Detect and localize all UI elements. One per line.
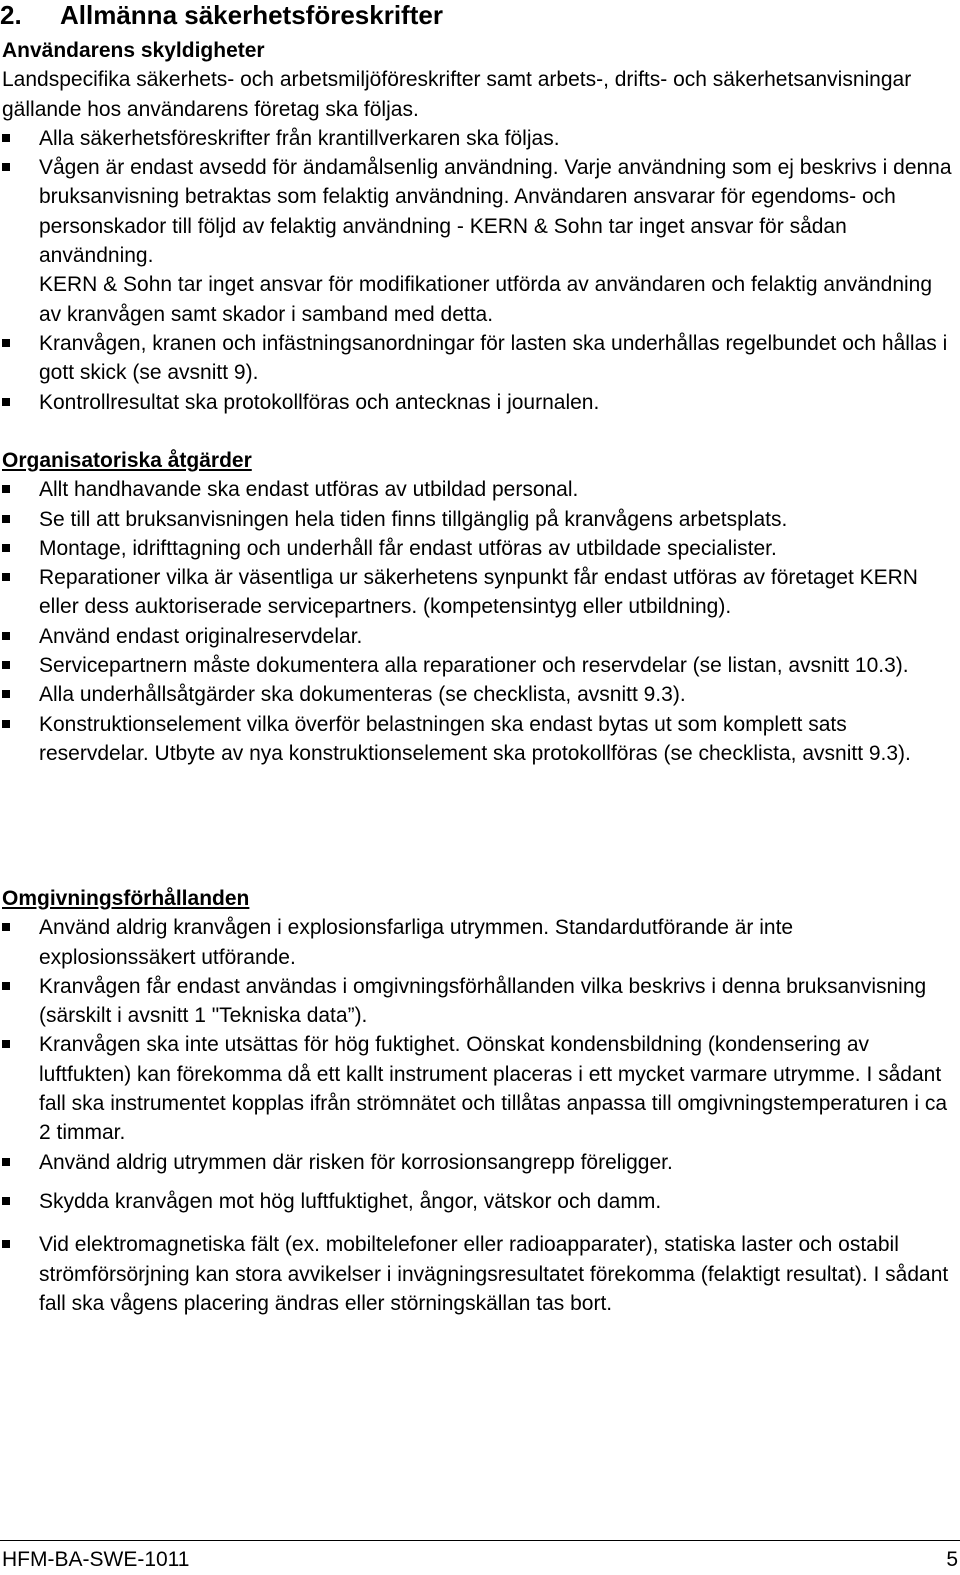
square-bullet-icon xyxy=(2,632,10,640)
org-measures-title: Organisatoriska åtgärder xyxy=(2,449,252,472)
square-bullet-icon xyxy=(2,661,10,669)
square-bullet-icon xyxy=(2,720,10,728)
list-item-continuation: KERN & Sohn tar inget ansvar för modifikationer utförda av användaren och felaktig användning av kranvågen samt skador i samband med detta. xyxy=(39,273,933,326)
square-bullet-icon xyxy=(2,923,10,931)
square-bullet-icon xyxy=(2,515,10,523)
user-duties-list xyxy=(2,124,954,417)
list-item: Montage, idrifttagning och underhåll får endast utföras av utbildade specialister. xyxy=(2,534,954,563)
list-item: Använd aldrig utrymmen där risken för korrosionsangrepp föreligger. xyxy=(2,1148,954,1177)
square-bullet-icon xyxy=(2,134,10,142)
document-code: HFM-BA-SWE-1011 xyxy=(2,1548,190,1571)
square-bullet-icon xyxy=(2,1240,10,1248)
square-bullet-icon xyxy=(2,398,10,406)
page-number: 5 xyxy=(946,1548,958,1571)
square-bullet-icon xyxy=(2,982,10,990)
square-bullet-icon xyxy=(2,1158,10,1166)
list-item: Vid elektromagnetiska fält (ex. mobiltelefoner eller radioapparater), statiska laster och ostabil strömförsörjning kan stora avvikelser i invägningsresultatet förekomma (felaktigt resultat). I sådant fall ska vågens placering ändras eller störningskällan tas bort. xyxy=(2,1230,954,1318)
list-item: Vågen är endast avsedd för ändamålsenlig användning. Varje användning som ej beskrivs i denna bruksanvisning betraktas som felaktig användning. Användaren ansvarar för egendoms- och personskador till följd av felaktig användning - KERN & Sohn tar inget ansvar för sådan användning. KERN & Sohn tar inget ansvar för modifikationer utförda av användaren och felaktig användning av kranvågen samt skador i samband med detta. xyxy=(2,153,954,329)
section-number: 2. xyxy=(0,0,22,30)
square-bullet-icon xyxy=(2,339,10,347)
list-item: Konstruktionselement vilka överför belastningen ska endast bytas ut som komplett sats reservdelar. Utbyte av nya konstruktionselement ska protokollföras (se checklista, avsnitt 9.3). xyxy=(2,710,954,769)
section-heading xyxy=(0,0,960,30)
list-item: Använd aldrig kranvågen i explosionsfarliga utrymmen. Standardutförande är inte explosionssäkert utförande. xyxy=(2,913,954,972)
list-item: Skydda kranvågen mot hög luftfuktighet, ångor, vätskor och damm. xyxy=(2,1187,954,1216)
section-title: Allmänna säkerhetsföreskrifter xyxy=(60,0,443,30)
list-item: Kranvågen ska inte utsättas för hög fuktighet. Oönskat kondensbildning (kondensering av luftfukten) kan förekomma då ett kallt instrument placeras i ett mycket varmare utrymme. I sådant fall ska instrumentet kopplas ifrån strömnätet och tillåtas anpassa till omgivningstemperaturen i ca 2 timmar. xyxy=(2,1030,954,1147)
list-item: Alla underhållsåtgärder ska dokumenteras (se checklista, avsnitt 9.3). xyxy=(2,680,954,709)
list-item: Servicepartnern måste dokumentera alla reparationer och reservdelar (se listan, avsnitt 10.3). xyxy=(2,651,954,680)
square-bullet-icon xyxy=(2,573,10,581)
environment-list xyxy=(2,913,954,1318)
square-bullet-icon xyxy=(2,1197,10,1205)
page-footer xyxy=(0,1540,960,1571)
square-bullet-icon xyxy=(2,163,10,171)
list-item: Kranvågen får endast användas i omgivningsförhållanden vilka beskrivs i denna bruksanvisning (särskilt i avsnitt 1 "Tekniska data”). xyxy=(2,972,954,1031)
list-item: Kontrollresultat ska protokollföras och antecknas i journalen. xyxy=(2,388,954,417)
list-item: Kranvågen, kranen och infästningsanordningar för lasten ska underhållas regelbundet och hållas i gott skick (se avsnitt 9). xyxy=(2,329,954,388)
list-item: Använd endast originalreservdelar. xyxy=(2,622,954,651)
square-bullet-icon xyxy=(2,1040,10,1048)
list-item: Se till att bruksanvisningen hela tiden finns tillgänglig på kranvågens arbetsplats. xyxy=(2,505,954,534)
environment-title: Omgivningsförhållanden xyxy=(2,887,250,910)
square-bullet-icon xyxy=(2,690,10,698)
environment-section xyxy=(2,884,954,1318)
user-duties-section xyxy=(2,36,954,417)
user-duties-title: Användarens skyldigheter xyxy=(2,39,265,62)
user-duties-intro: Landspecifika säkerhets- och arbetsmiljöföreskrifter samt arbets-, drifts- och säkerhetsanvisningar gällande hos användarens företag ska följas. xyxy=(2,68,912,121)
org-measures-list xyxy=(2,475,954,768)
square-bullet-icon xyxy=(2,485,10,493)
org-measures-section xyxy=(2,446,954,768)
square-bullet-icon xyxy=(2,544,10,552)
list-item: Allt handhavande ska endast utföras av utbildad personal. xyxy=(2,475,954,504)
list-item: Reparationer vilka är väsentliga ur säkerhetens synpunkt får endast utföras av företaget KERN eller dess auktoriserade servicepartners. (kompetensintyg eller utbildning). xyxy=(2,563,954,622)
list-item: Alla säkerhetsföreskrifter från krantillverkaren ska följas. xyxy=(2,124,954,153)
